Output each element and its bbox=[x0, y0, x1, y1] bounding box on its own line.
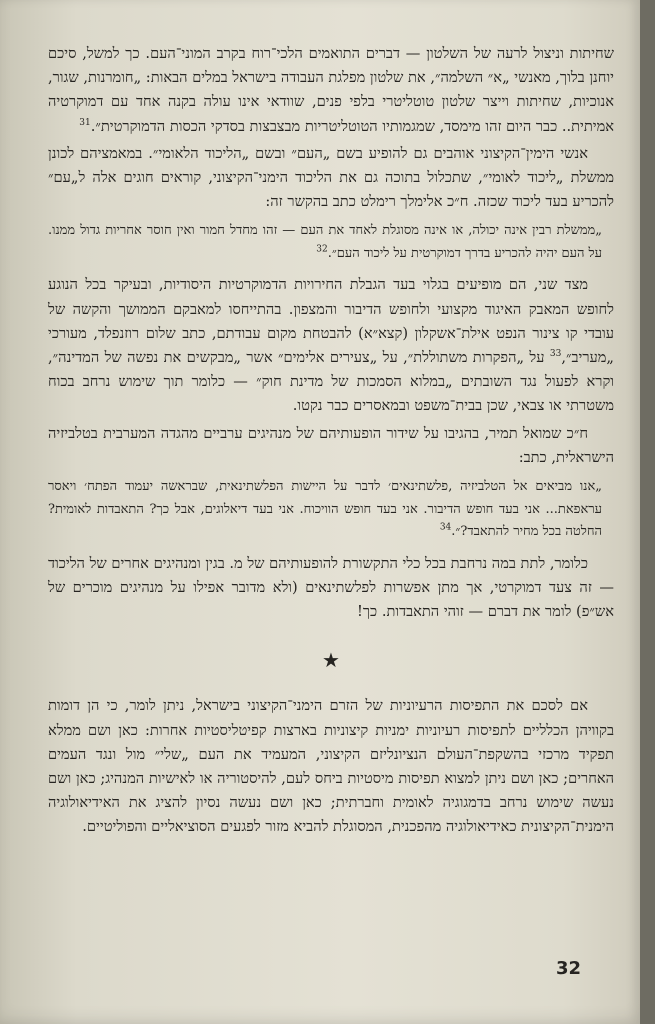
paragraph-2: אנשי הימין־הקיצוני אוהבים גם להופיע בשם „העם״ ובשם „הליכוד הלאומי״. במאמציהם לכונן ממשלת „ליכוד לאומי״, שתכלול בתוכה גם את הליכוד הימני־הקיצוני, קוראים חוגים אלה ל„עם״ להכריע בעד ליכוד שכזה. ח״כ אלימלך רימלט כתב בהקשר זה: bbox=[48, 144, 614, 211]
footnote-ref-31: 31 bbox=[79, 117, 91, 128]
page-number: 32 bbox=[556, 958, 582, 979]
body-text bbox=[48, 42, 614, 843]
quote-tamir: „אנו מביאים אל הטלביזיה ‚פלשתינאים׳ לדבר על היישות הפלשתינאית, שבראשה יעמוד הפתח׳ ויאסר עראפאת... אני בעד חופש הדיבור. אני בעד חופש הוויכוח. אני בעד דיאלוגים, אבל כך? התאבדות לאומית? החלטה בכל מחיר להתאבד?״.$^{34}$ bbox=[48, 479, 602, 540]
footnote-ref-33: 33 bbox=[549, 349, 562, 360]
section-star-divider: ★ bbox=[322, 648, 340, 673]
paragraph-4: ח״כ שמואל תמיר, בהגיבו על שידור הופעותיהם של מנהיגים ערביים מהגדה המערבית בטלביזיה הישראלית, כתב: bbox=[48, 424, 614, 466]
paragraph-1: שחיתות וניצול לרעה של השלטון — דברים התואמים הלכי־רוח בקרב המוני־העם. כך למשל, סיכם יוחנן בלוך, מאנשי „א״ השלמה״, את שלטון מפלגת העבודה בישראל במלים הבאות: „חומרנות, שגור, אנוכיות, שחיתות וייצר שלטון טוטליטרי בלפי פנים, שוודאי אינו עולה בקנה אחד עם דמוקרטיה אמיתית.. כבר היום זהו מימסד, שמגמותיו הטוטליטריות מבצבצות בסדקי הכסות הדמוקרטית״.$^{31}$ bbox=[48, 45, 614, 135]
paragraph-5: כלומר, לתת במה נרחבת בכל כלי התקשורת להופעותיהם של מ. בגין ומנהיגים אחרים של הליכוד — זה צעד דמוקרטי, אך מתן אפשרות לפלשתינאים (ולא מדובר אפילו על מנהיגים מוכרים של אש״פ) לומר את דברם — זוהי התאבדות. כך! bbox=[48, 554, 614, 620]
footnote-ref-34: 34 bbox=[439, 522, 452, 533]
paragraph-6: אם לסכם את התפיסות הרעיוניות של הזרם הימני־הקיצוני בישראל, ניתן לומר, כי הן דומות בקוויהן הכלליים לתפיסות רעיוניות ימניות קיצוניות בארצות קפיטליסטיות אחרות: כאן ושם ממלא תפקיד מרכזי בהשקפת־העולם הנציונליזם הקיצוני, המעמיד את העם „שלי״ מול ונגד העמים האחרים; כאן ושם ניתן למצוא תפיסות מיסטיות ביחס לעם, להיסטוריה או לאישיות המנהיג; כאן ושם נעשה שימוש נרחב בדמגוגיה לאומית וחברתית; כאן ושם נעשה נסיון להציג את האידיאולוגיה הימנית־הקיצונית כאידיאולוגיה מהפכנית, המסוגלת להביא מזור לפגעים הסוציאליים והפוליטיים. bbox=[48, 697, 614, 836]
footnote-ref-32: 32 bbox=[316, 244, 328, 255]
paragraph-3: מצד שני, הם מופיעים בגלוי בעד הגבלת החירויות הדמוקרטיות היסודיות, ובעיקר בכל הנוגע לחופש המאבק האיגוד מקצועי ולחופש הדיבור והמצפון. בהתייחסו למאבקם הממושך והקשה של עובדי קו צינור הנפט אילת־אשקלון (קצא״א) להבטחת מקום עבודתם, כתב שלום רוזנפלד, מעורכי „מעריב״,$^{33}$ על „הפקרות משתוללת״, על „צעירים אלימים״ אשר „מבקשים את נפשה של המדינה״, וקרא לפעול נגד השובתים „במלוא הסמכות של מדינת חוק״ — כלומר תוך שימוש נרחב בכוח משטרתי או צבאי, שכן בבית־משפט ובמאסרים כבר נקטו. bbox=[48, 276, 614, 415]
quote-rimalt: „ממשלת רבין אינה יכולה, או אינה מסוגלת לאחד את העם — זהו מחדל חמור ואין חוסר אחריות גדול ממנו. על העם יהיה להכריע בדרך דמוקרטית על ליכוד העם״.$^{32}$ bbox=[48, 223, 602, 261]
